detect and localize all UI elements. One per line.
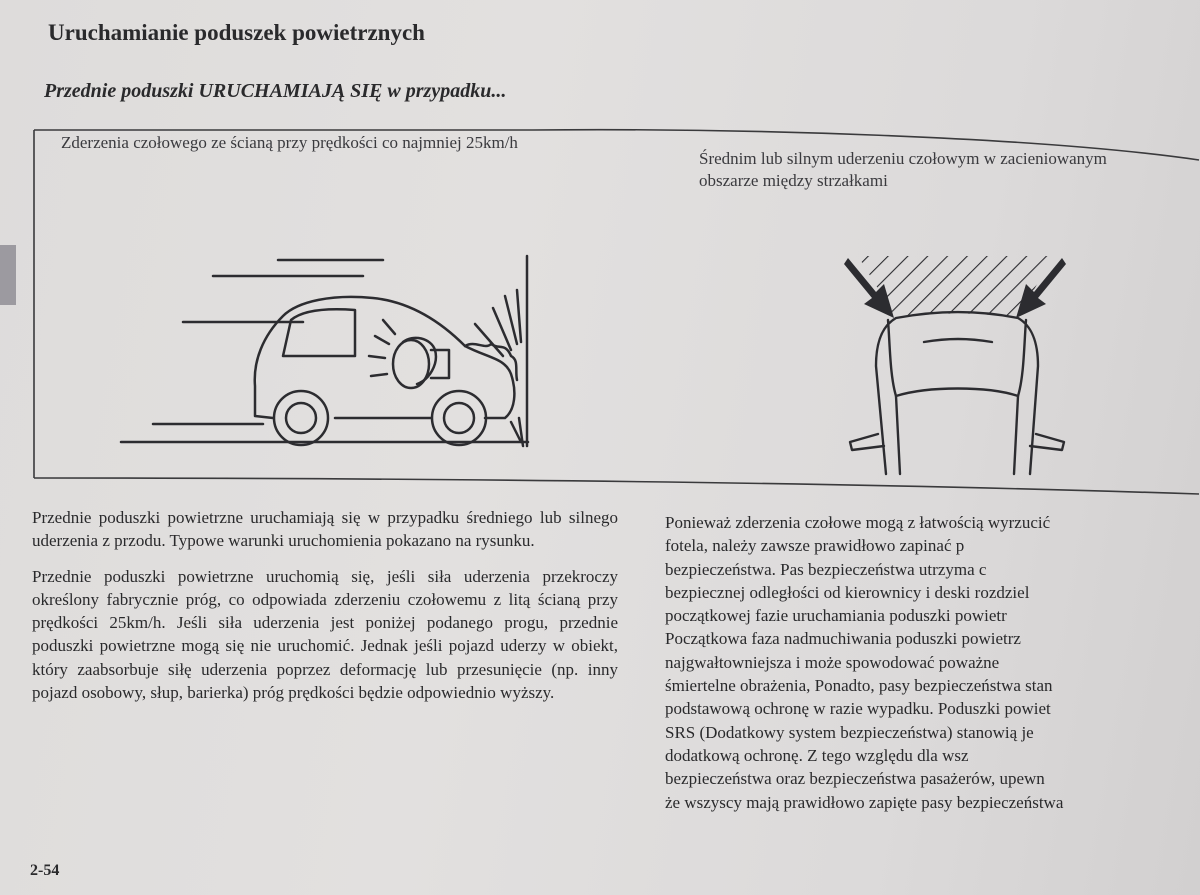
paragraph-threshold-explanation: Przednie poduszki powietrzne uruchomią się, jeśli siła uderzenia przekroczy określony fabrycznie próg, co odpowiada zderzeniu czołowemu z litą ścianą przy prędkości 25km/h. Jeśli siła uderzenia jest poniżej podanego progu, przednie poduszki powietrzne mogą się nie uruchomić. Jednak jeśli pojazd uderzy w obiekt, który zaabsorbuje siłę uderzenia poprzez deformację lub przesunięcie (np. inny pojazd osobowy, słup, barierka) próg prędkości będzie odpowiednio wyższy. bbox=[32, 566, 618, 703]
car-hitting-wall-illustration bbox=[113, 246, 533, 456]
text-line: Początkowa faza nadmuchiwania poduszki powietrz bbox=[665, 629, 1021, 649]
section-title: Uruchamianie poduszek powietrznych bbox=[48, 20, 425, 45]
page-number: 2-54 bbox=[30, 862, 60, 879]
car-top-view-frontal-zone-illustration bbox=[838, 246, 1078, 481]
text-line: bezpieczeństwa. Pas bezpieczeństwa utrzyma c bbox=[665, 559, 987, 579]
paragraph-deployment-conditions: Przednie poduszki powietrzne uruchamiają się w przypadku średniego lub silnego uderzenia z przodu. Typowe warunki uruchomienia pokazano na rysunku. bbox=[32, 508, 618, 551]
right-figure-caption: Średnim lub silnym uderzeniu czołowym w zacieniowanym obszarze między strzałkami bbox=[699, 149, 1107, 190]
text-line: SRS (Dodatkowy system bezpieczeństwa) stanowią je bbox=[665, 722, 1034, 742]
text-line: bezpiecznej odległości od kierownicy i deski rozdziel bbox=[665, 582, 1030, 602]
subtitle: Przednie poduszki URUCHAMIAJĄ SIĘ w przypadku... bbox=[44, 80, 507, 102]
left-figure-caption: Zderzenia czołowego ze ścianą przy prędkości co najmniej 25km/h bbox=[61, 133, 518, 152]
text-line: najgwałtowniejsza i może spowodować poważne bbox=[665, 652, 1000, 672]
text-line: fotela, należy zawsze prawidłowo zapinać p bbox=[665, 536, 965, 556]
text-line: dodatkową ochronę. Z tego względu dla wsz bbox=[665, 745, 969, 765]
text-line: śmiertelne obrażenia, Ponadto, pasy bezpieczeństwa stan bbox=[665, 676, 1053, 696]
text-line: bezpieczeństwa oraz bezpieczeństwa pasażerów, upewn bbox=[665, 769, 1045, 789]
text-line: podstawową ochronę w razie wypadku. Poduszki powiet bbox=[665, 699, 1051, 719]
section-tab-marker bbox=[0, 245, 16, 305]
text-line: Ponieważ zderzenia czołowe mogą z łatwością wyrzucić bbox=[665, 513, 1051, 532]
text-line: początkowej fazie uruchamiania poduszki powietr bbox=[665, 606, 1007, 626]
left-text-column bbox=[32, 506, 618, 716]
airbag-deployment-figure bbox=[33, 118, 1200, 498]
text-line: że wszyscy mają prawidłowo zapięte pasy bezpieczeństwa bbox=[665, 792, 1064, 812]
right-text-column bbox=[665, 511, 1175, 814]
